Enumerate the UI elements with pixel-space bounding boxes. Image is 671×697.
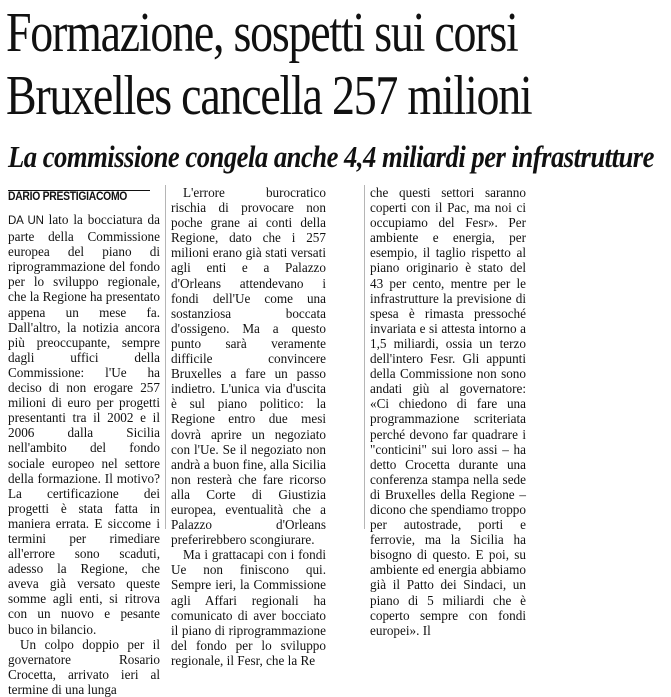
lead-runin: DA UN bbox=[8, 215, 44, 227]
paragraph bbox=[8, 212, 160, 637]
column-divider bbox=[165, 185, 166, 529]
paragraph: Un colpo doppio per il governatore Rosario Crocetta, arrivato ieri al termine di una lunga bbox=[8, 636, 160, 697]
headline-line-2: Bruxelles cancella 257 milioni bbox=[6, 65, 532, 127]
article-column-2 bbox=[171, 185, 326, 668]
headline-line-1: Formazione, sospetti sui corsi bbox=[6, 2, 518, 64]
column-divider bbox=[364, 185, 365, 529]
paragraph-text: lato la bocciatura da parte della Commissione europea del piano di riprogrammazione del fondo per lo sviluppo regionale, che la Regione ha presentato appena un mese fa. Dall'altro, la notizia ancora più preoccupante, sempre dagli uffici della Commissione: l'Ue ha deciso di non erogare 257 milioni di euro per progetti presentanti tra il 2002 e il 2006 dalla Sicilia nell'ambito del fondo sociale europeo nel settore della formazione. Il motivo? La certificazione dei progetti è stata fatta in maniera errata. E siccome i termini per rimediare all'errore sono scaduti, adesso la Regione, che aveva già versato queste somme agli enti, si ritrova con un nuovo e pesante buco in bilancio. bbox=[8, 212, 160, 637]
byline: DARIO PRESTIGIACOMO bbox=[8, 191, 128, 203]
article-column-3 bbox=[370, 185, 526, 638]
subheadline: La commissione congela anche 4,4 miliardi per infrastrutture bbox=[8, 139, 654, 174]
paragraph: Ma i grattacapi con i fondi Ue non finiscono qui. Sempre ieri, la Commissione agli Affari regionali ha comunicato di aver bocciato il piano di riprogrammazione del fondo per lo sviluppo regionale, il Fesr, che la Re bbox=[171, 547, 326, 668]
paragraph: L'errore burocratico rischia di provocare non poche grane ai conti della Regione, dato che i 257 milioni erano già stati versati agli enti e a Palazzo d'Orleans attendevano i fondi dell'Ue come una sostanziosa boccata d'ossigeno. Ma a questo punto sarà veramente difficile convincere Bruxelles a fare un passo indietro. L'unica via d'uscita è sul piano politico: la Regione entro due mesi dovrà aprire un negoziato con l'Ue. Se il negoziato non andrà a buon fine, alla Sicilia non resterà che fare ricorso alla Corte di Giustizia europea, eventualità che a Palazzo d'Orleans preferirebbero scongiurare. bbox=[171, 185, 326, 548]
article-column-1 bbox=[8, 212, 160, 697]
headline bbox=[6, 2, 670, 128]
paragraph: che questi settori saranno coperti con il Pac, ma noi ci occupiamo del Fesr». Per ambiente e energia, per esempio, il taglio rispetto al piano originario è stato del 43 per cento, mentre per le infrastrutture la previsione di spesa è rimasta pressoché invariata e si attesta intorno a 1,5 miliardi, ossia un terzo dell'intero Fesr. Gli appunti della Commissione non sono andati giù al governatore: «Ci chiedono di fare una programmazione scriteriata perché devono far quadrare i "conticini" sui loro assi – ha detto Crocetta durante una conferenza stampa nella sede di Bruxelles della Regione – dicono che spendiamo troppo per autostrade, porti e ferrovie, ma la Sicilia ha bisogno di questo. E poi, su ambiente ed energia abbiamo già il Patto dei Sindaci, un piano di 5 miliardi che è coperto sempre con fondi europei». Il bbox=[370, 185, 526, 638]
